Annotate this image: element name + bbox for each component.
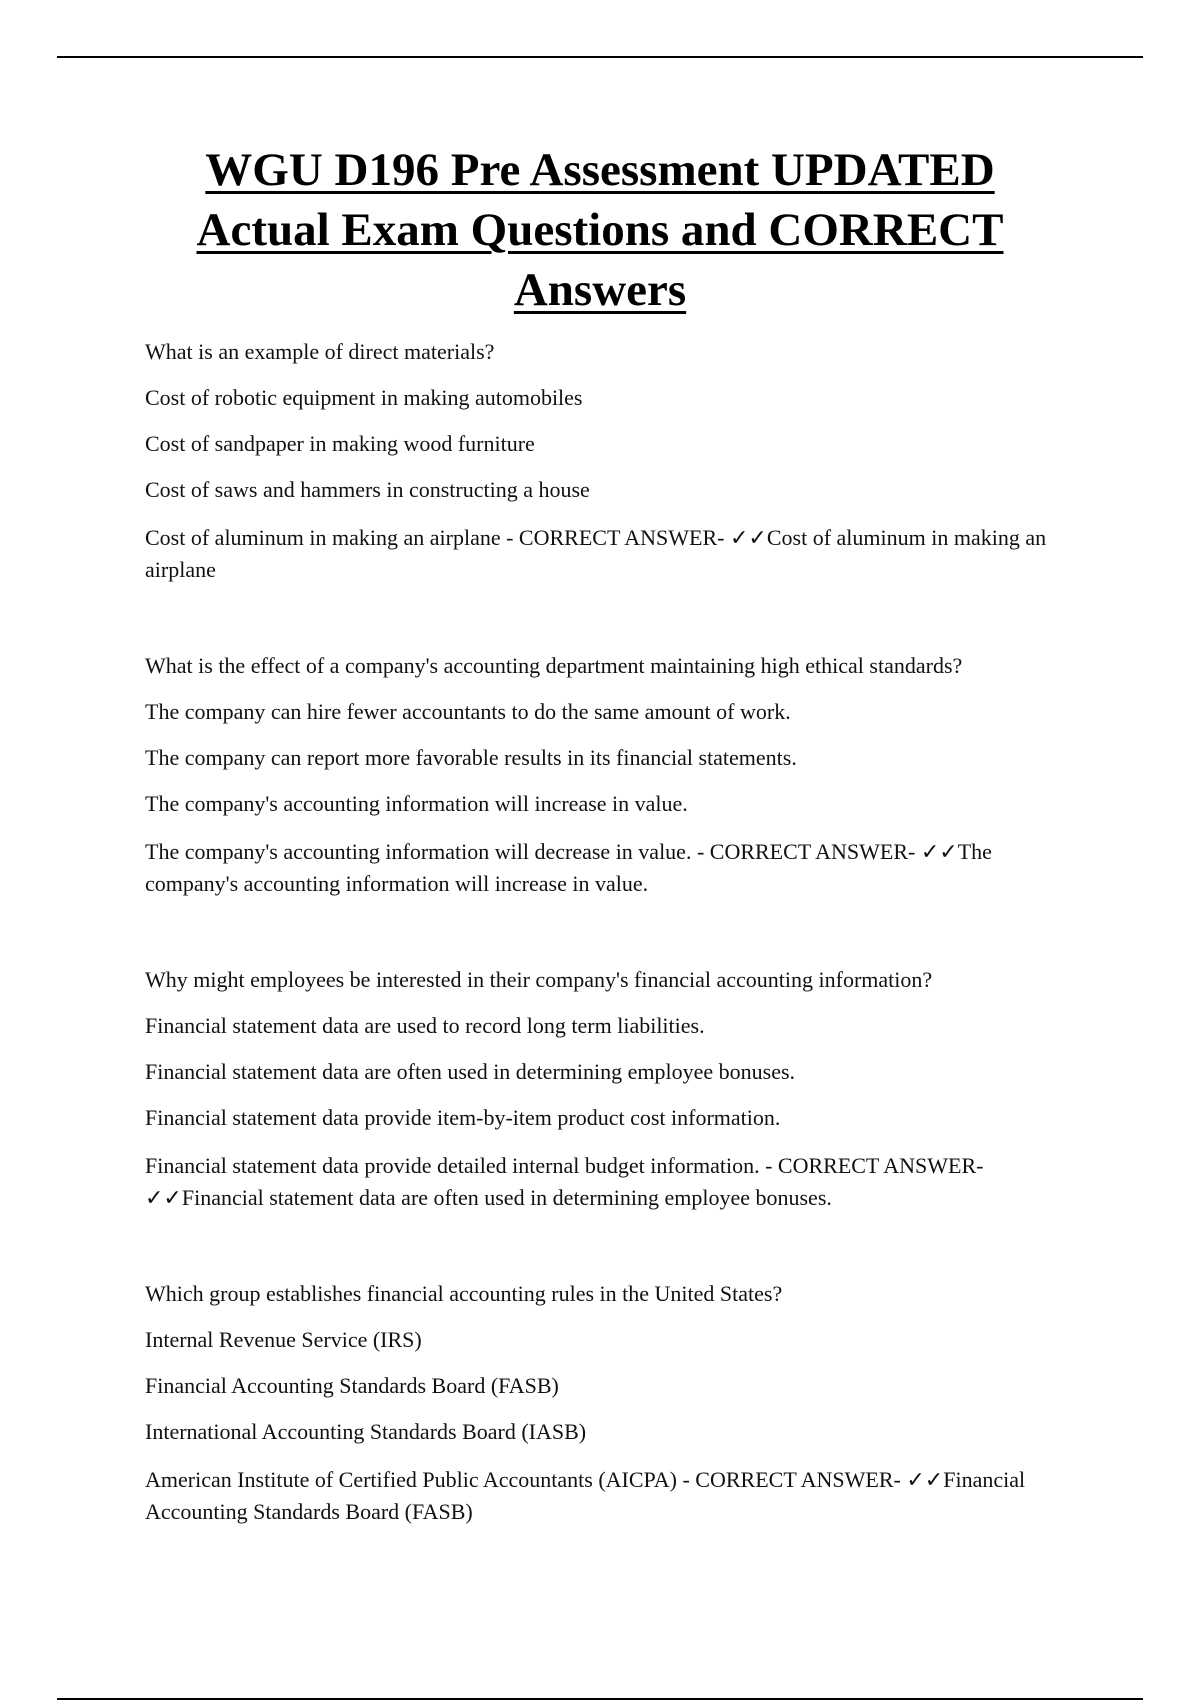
question-list [145,338,1065,1594]
question-text: Which group establishes financial accounting rules in the United States? [145,1281,783,1306]
question-block-2 [145,652,1065,900]
option-a: Financial statement data are used to record long term liabilities. [145,1013,705,1038]
option-d-with-correct-answer: The company's accounting information will decrease in value. - CORRECT ANSWER- ✓✓The company's accounting information will increase in value. [145,839,992,896]
option-a: The company can hire fewer accountants to do the same amount of work. [145,699,791,724]
question-block-4 [145,1280,1065,1528]
option-a: Cost of robotic equipment in making automobiles [145,385,583,410]
option-d-with-correct-answer: Financial statement data provide detailed internal budget information. - CORRECT ANSWER- ✓✓Financial statement data are often used in determining employee bonuses. [145,1153,984,1210]
question-text: What is an example of direct materials? [145,339,495,364]
option-b: Cost of sandpaper in making wood furniture [145,431,535,456]
title-line-1: WGU D196 Pre Assessment UPDATED [205,144,995,196]
title-line-2: Actual Exam Questions and CORRECT [196,204,1004,256]
question-block-3 [145,966,1065,1214]
title-line-3: Answers [513,264,687,316]
option-d-with-correct-answer: American Institute of Certified Public Accountants (AICPA) - CORRECT ANSWER- ✓✓Financial Accounting Standards Board (FASB) [145,1467,1026,1524]
option-a: Internal Revenue Service (IRS) [145,1327,422,1352]
question-block-1 [145,338,1065,586]
document-title [120,140,1080,320]
option-c: Financial statement data provide item-by-item product cost information. [145,1105,781,1130]
question-text: What is the effect of a company's accounting department maintaining high ethical standards? [145,653,963,678]
option-c: Cost of saws and hammers in constructing a house [145,477,590,502]
top-rule [57,56,1143,58]
option-b: Financial Accounting Standards Board (FASB) [145,1373,559,1398]
question-text: Why might employees be interested in their company's financial accounting information? [145,967,933,992]
option-d-with-correct-answer: Cost of aluminum in making an airplane - CORRECT ANSWER- ✓✓Cost of aluminum in making an airplane [145,525,1047,582]
option-b: The company can report more favorable results in its financial statements. [145,745,797,770]
option-c: The company's accounting information will increase in value. [145,791,688,816]
option-c: International Accounting Standards Board (IASB) [145,1419,587,1444]
option-b: Financial statement data are often used in determining employee bonuses. [145,1059,796,1084]
